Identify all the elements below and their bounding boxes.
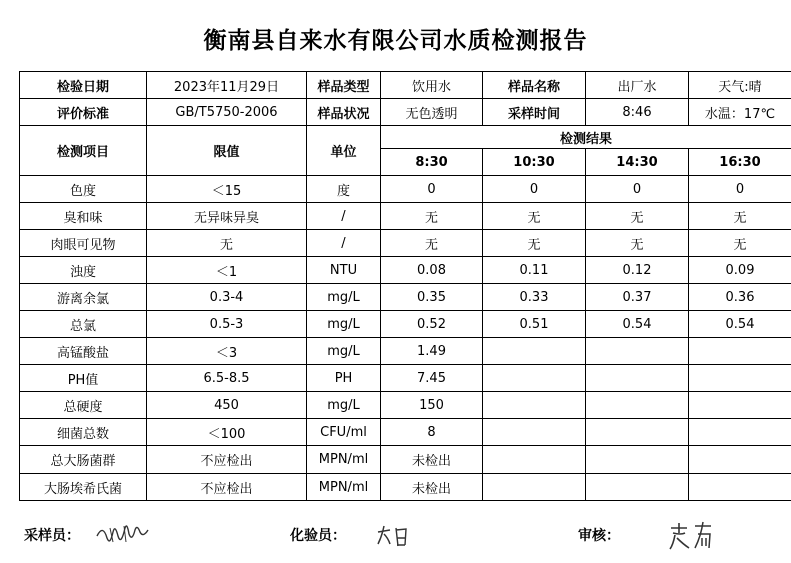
item-cell: PH值 — [20, 365, 147, 392]
result-cell — [483, 365, 586, 392]
result-cell: 未检出 — [381, 474, 483, 501]
limit-cell: 6.5-8.5 — [147, 365, 307, 392]
info-row-2 — [20, 99, 791, 126]
result-cell: 无 — [381, 203, 483, 230]
result-cell: 0.12 — [586, 257, 689, 284]
result-cell: 7.45 — [381, 365, 483, 392]
time-header: 16:30 — [689, 149, 791, 176]
unit-cell: / — [307, 203, 381, 230]
sampler-signature — [94, 518, 154, 548]
table-row — [20, 203, 791, 230]
unit-cell: CFU/ml — [307, 419, 381, 446]
item-cell: 总硬度 — [20, 392, 147, 419]
tester-signature — [374, 522, 414, 550]
table-row — [20, 311, 791, 338]
sampling-time-value: 8:46 — [586, 99, 689, 126]
result-cell: 0 — [483, 176, 586, 203]
header-row-1 — [20, 126, 791, 149]
result-cell: 0.08 — [381, 257, 483, 284]
limit-cell: 0.3-4 — [147, 284, 307, 311]
sample-name-label: 样品名称 — [483, 72, 586, 99]
report-title: 衡南县自来水有限公司水质检测报告 — [203, 28, 588, 54]
item-cell: 总氯 — [20, 311, 147, 338]
unit-cell: PH — [307, 365, 381, 392]
item-cell: 大肠埃希氏菌 — [20, 474, 147, 501]
unit-header: 单位 — [307, 126, 381, 176]
standard-value: GB/T5750-2006 — [147, 99, 307, 126]
reviewer-signature — [668, 520, 718, 552]
result-cell — [483, 474, 586, 501]
item-cell: 肉眼可见物 — [20, 230, 147, 257]
table-row — [20, 284, 791, 311]
limit-cell: ＜100 — [147, 419, 307, 446]
unit-cell: / — [307, 230, 381, 257]
item-header: 检测项目 — [20, 126, 147, 176]
date-label: 检验日期 — [20, 72, 147, 99]
result-cell: 0 — [381, 176, 483, 203]
limit-cell: 450 — [147, 392, 307, 419]
table-row — [20, 176, 791, 203]
result-cell: 无 — [483, 230, 586, 257]
limit-cell: 无 — [147, 230, 307, 257]
result-cell — [689, 365, 791, 392]
limit-cell: 不应检出 — [147, 474, 307, 501]
table-row — [20, 338, 791, 365]
result-cell — [689, 446, 791, 474]
result-cell — [483, 446, 586, 474]
result-cell: 无 — [689, 203, 791, 230]
result-cell — [586, 446, 689, 474]
time-header: 14:30 — [586, 149, 689, 176]
time-header: 8:30 — [381, 149, 483, 176]
item-cell: 游离余氯 — [20, 284, 147, 311]
table-row — [20, 446, 791, 474]
result-cell — [483, 419, 586, 446]
result-cell — [483, 338, 586, 365]
unit-cell: MPN/ml — [307, 474, 381, 501]
result-cell: 0.11 — [483, 257, 586, 284]
sample-type-label: 样品类型 — [307, 72, 381, 99]
result-cell: 0.51 — [483, 311, 586, 338]
result-cell: 150 — [381, 392, 483, 419]
result-cell: 0.37 — [586, 284, 689, 311]
limit-cell: 0.5-3 — [147, 311, 307, 338]
item-cell: 臭和味 — [20, 203, 147, 230]
result-cell: 无 — [586, 230, 689, 257]
table-row — [20, 419, 791, 446]
sample-type-value: 饮用水 — [381, 72, 483, 99]
result-cell: 0.54 — [689, 311, 791, 338]
result-cell — [586, 365, 689, 392]
result-cell — [483, 392, 586, 419]
standard-label: 评价标准 — [20, 99, 147, 126]
sampler-label: 采样员： — [24, 528, 80, 544]
table-row — [20, 257, 791, 284]
weather: 天气:晴 — [689, 72, 791, 99]
result-cell — [586, 338, 689, 365]
unit-cell: mg/L — [307, 311, 381, 338]
info-row-1 — [20, 72, 791, 99]
result-cell: 0.33 — [483, 284, 586, 311]
result-cell — [689, 419, 791, 446]
tester-label: 化验员： — [290, 528, 346, 544]
result-cell: 未检出 — [381, 446, 483, 474]
result-cell — [689, 338, 791, 365]
limit-cell: ＜15 — [147, 176, 307, 203]
result-cell: 无 — [381, 230, 483, 257]
table-row — [20, 474, 791, 501]
results-header: 检测结果 — [381, 126, 791, 149]
water-temp: 水温：17℃ — [689, 99, 791, 126]
unit-cell: mg/L — [307, 284, 381, 311]
item-cell: 色度 — [20, 176, 147, 203]
result-cell — [689, 392, 791, 419]
unit-cell: mg/L — [307, 392, 381, 419]
time-header: 10:30 — [483, 149, 586, 176]
date-value: 2023年11月29日 — [147, 72, 307, 99]
result-cell: 0.36 — [689, 284, 791, 311]
result-cell — [586, 392, 689, 419]
reviewer-label: 审核： — [578, 528, 620, 544]
result-cell: 1.49 — [381, 338, 483, 365]
limit-cell: ＜1 — [147, 257, 307, 284]
limit-header: 限值 — [147, 126, 307, 176]
result-cell: 0 — [586, 176, 689, 203]
result-cell: 无 — [483, 203, 586, 230]
result-cell: 0 — [689, 176, 791, 203]
result-cell — [586, 474, 689, 501]
result-cell: 0.52 — [381, 311, 483, 338]
limit-cell: 不应检出 — [147, 446, 307, 474]
water-quality-table — [19, 71, 791, 501]
unit-cell: MPN/ml — [307, 446, 381, 474]
sample-state-value: 无色透明 — [381, 99, 483, 126]
result-cell: 无 — [689, 230, 791, 257]
table-row — [20, 230, 791, 257]
result-cell: 8 — [381, 419, 483, 446]
table-row — [20, 392, 791, 419]
sampling-time-label: 采样时间 — [483, 99, 586, 126]
item-cell: 浊度 — [20, 257, 147, 284]
unit-cell: mg/L — [307, 338, 381, 365]
result-cell: 0.09 — [689, 257, 791, 284]
unit-cell: NTU — [307, 257, 381, 284]
unit-cell: 度 — [307, 176, 381, 203]
sample-state-label: 样品状况 — [307, 99, 381, 126]
result-cell — [586, 419, 689, 446]
result-cell — [689, 474, 791, 501]
result-cell: 0.35 — [381, 284, 483, 311]
result-cell: 无 — [586, 203, 689, 230]
item-cell: 高锰酸盐 — [20, 338, 147, 365]
result-cell: 0.54 — [586, 311, 689, 338]
limit-cell: 无异味异臭 — [147, 203, 307, 230]
item-cell: 总大肠菌群 — [20, 446, 147, 474]
table-row — [20, 365, 791, 392]
item-cell: 细菌总数 — [20, 419, 147, 446]
sample-name-value: 出厂水 — [586, 72, 689, 99]
limit-cell: ＜3 — [147, 338, 307, 365]
